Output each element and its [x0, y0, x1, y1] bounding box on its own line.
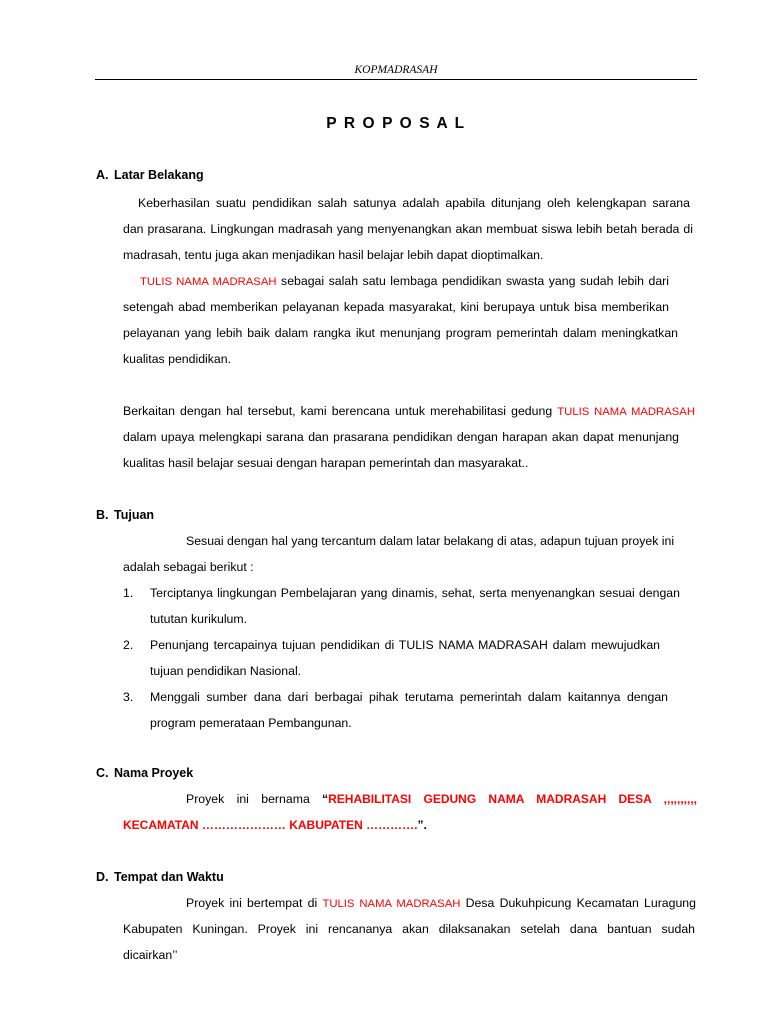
section-d-line-1-text: Proyek ini bertempat di	[186, 896, 318, 910]
section-c-heading: Nama Proyek	[114, 766, 194, 780]
project-name-line-1: REHABILITASI GEDUNG NAMA MADRASAH DESA ,,,,,,,,,,	[328, 792, 697, 806]
list-item-1-line-1: Terciptanya lingkungan Pembelajaran yang dinamis, sehat, serta menyenangkan sesuai dengan	[150, 586, 680, 600]
section-a-p2-line-1-text: sebagai salah satu lembaga pendidikan swasta yang sudah lebih dari	[281, 274, 669, 288]
section-a-p3-line-2: dalam upaya melengkapi sarana dan prasarana pendidikan dengan harapan akan dapat menunjang	[123, 430, 679, 444]
list-item-2-number: 2.	[123, 638, 134, 652]
section-a-p3-line-1	[123, 403, 695, 419]
section-d-line-1	[186, 895, 696, 911]
list-item-3-line-2: program pemerataan Pembangunan.	[150, 716, 352, 730]
section-c-line-1	[186, 791, 697, 807]
list-item-1-number: 1.	[123, 586, 134, 600]
section-a-p2-line-4: kualitas pendidikan.	[123, 352, 232, 366]
section-a-heading: Latar Belakang	[114, 168, 204, 182]
section-d-line-2: Kabupaten Kuningan. Proyek ini rencananya akan dilaksanakan setelah dana bantuan sudah	[123, 922, 695, 936]
section-a-marker: A.	[96, 168, 109, 182]
section-a-p1-line-1: Keberhasilan suatu pendidikan salah satunya adalah apabila ditunjang oleh kelengkapan sarana	[138, 196, 690, 210]
madrasah-name-placeholder: TULIS NAMA MADRASAH	[557, 406, 695, 418]
list-item-1-line-2: tututan kurikulum.	[150, 612, 248, 626]
open-quote: “	[322, 792, 329, 806]
section-b-intro-line-1: Sesuai dengan hal yang tercantum dalam latar belakang di atas, adapun tujuan proyek ini	[186, 534, 675, 548]
list-item-2-line-2: tujuan pendidikan Nasional.	[150, 664, 302, 678]
list-item-3-number: 3.	[123, 690, 134, 704]
section-d-line-1-rest: Desa Dukuhpicung Kecamatan Luragung	[465, 896, 696, 910]
section-d-marker: D.	[96, 870, 109, 884]
section-a-p3-line-1-text: Berkaitan dengan hal tersebut, kami berencana untuk merehabilitasi gedung	[123, 404, 553, 418]
close-quote: ”.	[417, 818, 427, 832]
section-c-lead-text: Proyek ini bernama	[186, 792, 310, 806]
madrasah-name-placeholder: TULIS NAMA MADRASAH	[140, 276, 277, 288]
section-b-heading: Tujuan	[114, 508, 155, 522]
letterhead-placeholder: KOPMADRASAH	[354, 64, 438, 76]
document-title: P R O P O S A L	[326, 115, 466, 132]
section-a-p2-line-2: setengah abad memberikan pelayanan kepada masyarakat, kini berupaya untuk bisa memberikan	[123, 300, 669, 314]
section-b-marker: B.	[96, 508, 109, 522]
madrasah-name-placeholder: TULIS NAMA MADRASAH	[322, 898, 461, 910]
project-name-line-2: KECAMATAN ………………… KABUPATEN ………….	[123, 818, 418, 832]
header-rule	[95, 79, 697, 80]
section-d-line-3: dicairkan’’	[123, 948, 178, 962]
list-item-2-line-1: Penunjang tercapainya tujuan pendidikan di TULIS NAMA MADRASAH dalam mewujudkan	[150, 638, 660, 652]
list-item-3-line-1: Menggali sumber dana dari berbagai pihak terutama pemerintah dalam kaitannya dengan	[150, 690, 668, 704]
section-b-intro-line-2: adalah sebagai berikut :	[123, 560, 254, 574]
section-d-heading: Tempat dan Waktu	[114, 870, 224, 884]
section-a-p2-line-3: pelayanan yang lebih baik dalam rangka ikut menunjang program pemerintah dalam meningkatkan	[123, 326, 678, 340]
section-a-p1-line-2: dan prasarana. Lingkungan madrasah yang menyenangkan akan membuat siswa lebih betah berada di	[123, 222, 693, 236]
section-c-line-2	[123, 817, 427, 833]
section-a-p1-line-3: madrasah, tentu juga akan menjadikan hasil belajar lebih dapat dioptimalkan.	[123, 248, 544, 262]
section-a-p3-line-3: kualitas hasil belajar sesuai dengan harapan pemerintah dan masyarakat..	[123, 456, 529, 470]
section-a-p2-line-1	[140, 273, 669, 289]
section-c-marker: C.	[96, 766, 109, 780]
